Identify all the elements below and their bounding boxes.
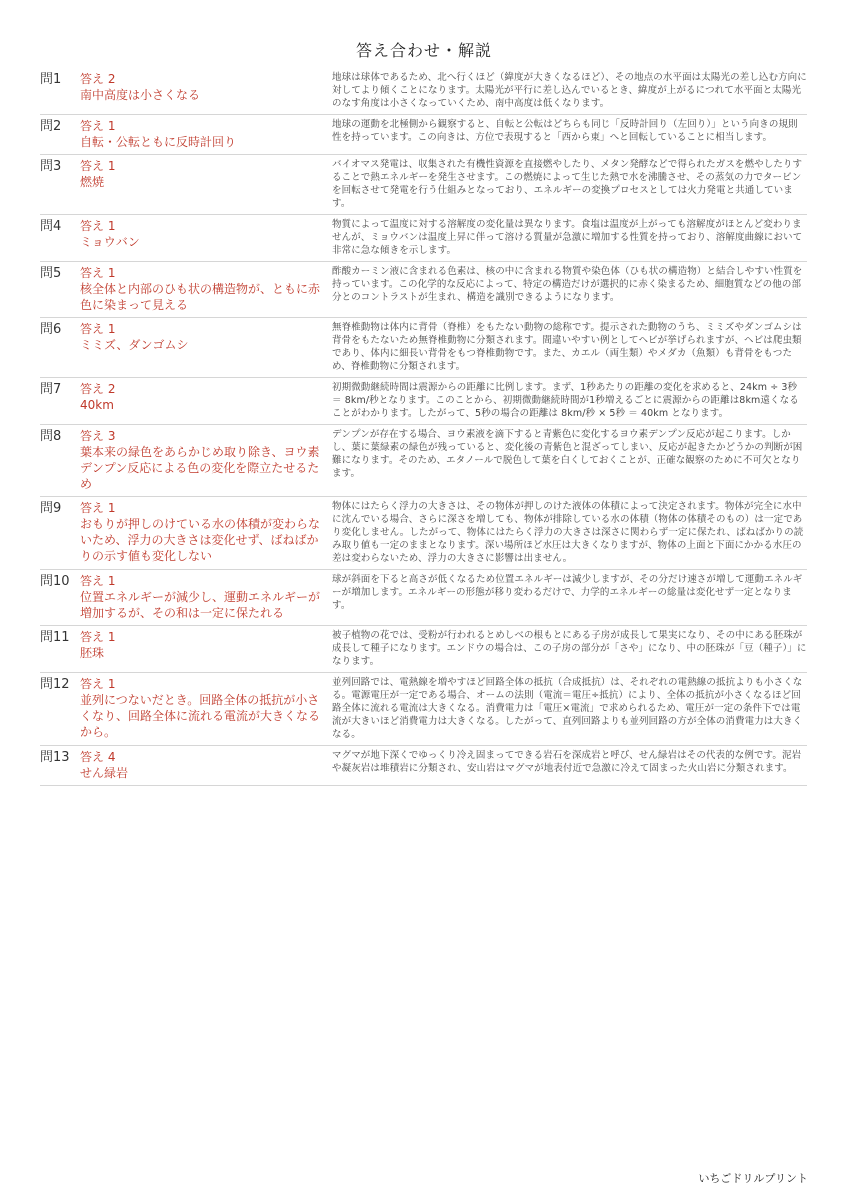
answer-cell [80, 573, 332, 621]
explanation-text: 無脊椎動物は体内に背骨（脊椎）をもたない動物の総称です。提示された動物のうち、ミミズやダンゴムシは背骨をもたないため無脊椎動物に分類されます。間違いやすい例としてヘビが挙げられますが、ヘビは爬虫類であり、体内に細長い背骨をもつ脊椎動物です。また、カエル（両生類）やメダカ（魚類）も背骨をもつため、脊椎動物に分類されます。 [332, 322, 802, 372]
answer-label: 答え 1 [80, 266, 116, 280]
answer-cell [80, 428, 332, 492]
answer-row [40, 497, 807, 570]
answer-label: 答え 1 [80, 630, 116, 644]
question-number: 問5 [40, 266, 62, 281]
answer-label: 答え 1 [80, 677, 116, 691]
answer-cell [80, 676, 332, 741]
answer-label: 答え 1 [80, 574, 116, 588]
answer-text: せん緑岩 [80, 766, 129, 780]
question-number: 問7 [40, 382, 62, 397]
answer-label: 答え 3 [80, 429, 116, 443]
explanation-text: 酢酸カーミン液に含まれる色素は、核の中に含まれる物質や染色体（ひも状の構造物）と結合しやすい性質を持っています。この化学的な反応によって、特定の構造だけが選択的に赤く染まるため、細胞質などの他の部分とのコントラストが生まれ、構造を識別できるようになります。 [332, 266, 803, 303]
explanation-text: 地球の運動を北極側から観察すると、自転と公転はどちらも同じ「反時計回り（左回り）」という向きの規則性を持っています。この向きは、方位で表現すると「西から東」へと回転していることに相当します。 [332, 119, 798, 143]
answer-text: ミミズ、ダンゴムシ [80, 338, 189, 352]
answer-row [40, 425, 807, 497]
answer-cell [80, 71, 332, 110]
question-number: 問6 [40, 322, 62, 337]
answer-text: 自転・公転ともに反時計回り [80, 135, 237, 149]
answer-cell [80, 218, 332, 257]
answer-row [40, 318, 807, 378]
answer-text: おもりが押しのけている水の体積が変わらないため、浮力の大きさは変化せず、ばねばかりの示す値も変化しない [80, 517, 321, 563]
explanation-text: 物体にはたらく浮力の大きさは、その物体が押しのけた液体の体積によって決定されます。物体が完全に水中に沈んでいる場合、さらに深さを増しても、物体が排除している水の体積（物体の体積そのもの）は一定であり変化しません。したがって、物体にはたらく浮力の大きさは深さに関わらず一定に保たれ、ばねばかりの読み取り値も一定のままとなります。深い場所ほど水圧は大きくなりますが、物体の上面と下面にかかる水圧の差は変わらないため、浮力の大きさに影響は出ません。 [332, 501, 804, 564]
question-number: 問3 [40, 159, 62, 174]
question-number: 問12 [40, 677, 70, 692]
answer-row [40, 262, 807, 318]
answer-row [40, 68, 807, 115]
answer-row [40, 378, 807, 425]
answer-row [40, 155, 807, 215]
question-number: 問10 [40, 574, 70, 589]
explanation-text: 被子植物の花では、受粉が行われるとめしべの根もとにある子房が成長して果実になり、その中にある胚珠が成長して種子になります。エンドウの場合は、この子房の部分が「さや」になり、中の胚珠が「豆（種子）」になります。 [332, 630, 807, 667]
answer-table [40, 68, 807, 786]
answer-row [40, 626, 807, 673]
answer-row [40, 215, 807, 262]
answer-text: 葉本来の緑色をあらかじめ取り除き、ヨウ素デンプン反応による色の変化を際立たせるため [80, 445, 320, 491]
answer-label: 答え 1 [80, 322, 116, 336]
answer-text: 燃焼 [80, 175, 105, 189]
answer-label: 答え 1 [80, 219, 116, 233]
answer-text: 胚珠 [80, 646, 105, 660]
answer-row [40, 570, 807, 626]
answer-label: 答え 2 [80, 382, 116, 396]
explanation-text: 地球は球体であるため、北へ行くほど（緯度が大きくなるほど）、その地点の水平面は太陽光の差し込む方向に対してより傾くことになります。太陽光が平行に差し込んでいるとき、緯度が上がるにつれて水平面と太陽光のなす角度は小さくなっていくため、南中高度は低くなります。 [332, 72, 807, 109]
answer-text: 南中高度は小さくなる [80, 88, 201, 102]
question-number: 問1 [40, 72, 62, 87]
footer-brand: いちごドリルプリント [698, 1172, 808, 1185]
explanation-text: バイオマス発電は、収集された有機性資源を直接燃やしたり、メタン発酵などで得られたガスを燃やしたりすることで熱エネルギーを発生させます。この燃焼によって生じた熱で水を沸騰させ、その蒸気の力でタービンを回転させて発電を行う仕組みとなっており、エネルギーの変換プロセスとしては火力発電と共通しています。 [332, 159, 803, 209]
answer-row [40, 746, 807, 786]
explanation-text: 並列回路では、電熱線を増やすほど回路全体の抵抗（合成抵抗）は、それぞれの電熱線の抵抗よりも小さくなる。電源電圧が一定である場合、オームの法則（電流＝電圧÷抵抗）により、全体の抵抗が小さくなるほど回路全体に流れる電流は大きくなる。消費電力は「電圧×電流」で求められるため、電圧が一定の条件下では電流が大きいほど消費電力は大きくなる。したがって、直列回路よりも並列回路の方が全体の消費電力は大きくなる。 [332, 677, 803, 740]
question-number: 問2 [40, 119, 62, 134]
page-title: 答え合わせ・解説 [355, 41, 492, 60]
answer-cell [80, 158, 332, 210]
answer-cell [80, 749, 332, 781]
explanation-text: デンプンが存在する場合、ヨウ素液を滴下すると青紫色に変化するヨウ素デンプン反応が起こります。しかし、葉に葉緑素の緑色が残っていると、変化後の青紫色と混ざってしまい、反応が起きたかどうかの判断が困難になります。そのため、エタノールで脱色して葉を白くしておくことが、正確な観察のために不可欠となります。 [332, 429, 803, 479]
answer-text: 並列につないだとき。回路全体の抵抗が小さくなり、回路全体に流れる電流が大きくなるから。 [80, 693, 321, 739]
question-number: 問4 [40, 219, 62, 234]
answer-label: 答え 1 [80, 159, 116, 173]
answer-label: 答え 1 [80, 119, 116, 133]
question-number: 問9 [40, 501, 62, 516]
question-number: 問8 [40, 429, 62, 444]
question-number: 問13 [40, 750, 70, 765]
answer-row [40, 673, 807, 746]
answer-cell [80, 381, 332, 420]
answer-text: ミョウバン [80, 235, 140, 249]
answer-cell [80, 629, 332, 668]
answer-text: 位置エネルギーが減少し、運動エネルギーが増加するが、その和は一定に保たれる [80, 590, 321, 620]
answer-cell [80, 265, 332, 313]
answer-row [40, 115, 807, 155]
answer-cell [80, 118, 332, 150]
answer-cell [80, 500, 332, 565]
answer-text: 40km [80, 398, 114, 412]
explanation-text: マグマが地下深くでゆっくり冷え固まってできる岩石を深成岩と呼び、せん緑岩はその代表的な例です。泥岩や凝灰岩は堆積岩に分類され、安山岩はマグマが地表付近で急激に冷えて固まった火山岩に分類されます。 [332, 750, 802, 774]
answer-label: 答え 4 [80, 750, 116, 764]
explanation-text: 初期微動継続時間は震源からの距離に比例します。まず、1秒あたりの距離の変化を求めると、24km ÷ 3秒 ＝ 8km/秒となります。このことから、初期微動継続時間が1秒増えるごとに震源からの距離は8km遠くなることがわかります。したがって、5秒の場合の距離は 8km/秒 × 5秒 ＝ 40km となります。 [332, 382, 799, 419]
answer-label: 答え 2 [80, 72, 116, 86]
question-number: 問11 [40, 630, 70, 645]
explanation-text: 球が斜面を下ると高さが低くなるため位置エネルギーは減少しますが、その分だけ速さが増して運動エネルギーが増加します。エネルギーの形態が移り変わるだけで、力学的エネルギーの総量は変化せず一定となります。 [332, 574, 803, 611]
answer-label: 答え 1 [80, 501, 116, 515]
explanation-text: 物質によって温度に対する溶解度の変化量は異なります。食塩は温度が上がっても溶解度がほとんど変わりませんが、ミョウバンは温度上昇に伴って溶ける質量が急激に増加する性質を持っており、溶解度曲線において非常に急な傾きを示します。 [332, 219, 803, 256]
answer-text: 核全体と内部のひも状の構造物が、ともに赤色に染まって見える [80, 282, 321, 312]
answer-cell [80, 321, 332, 373]
